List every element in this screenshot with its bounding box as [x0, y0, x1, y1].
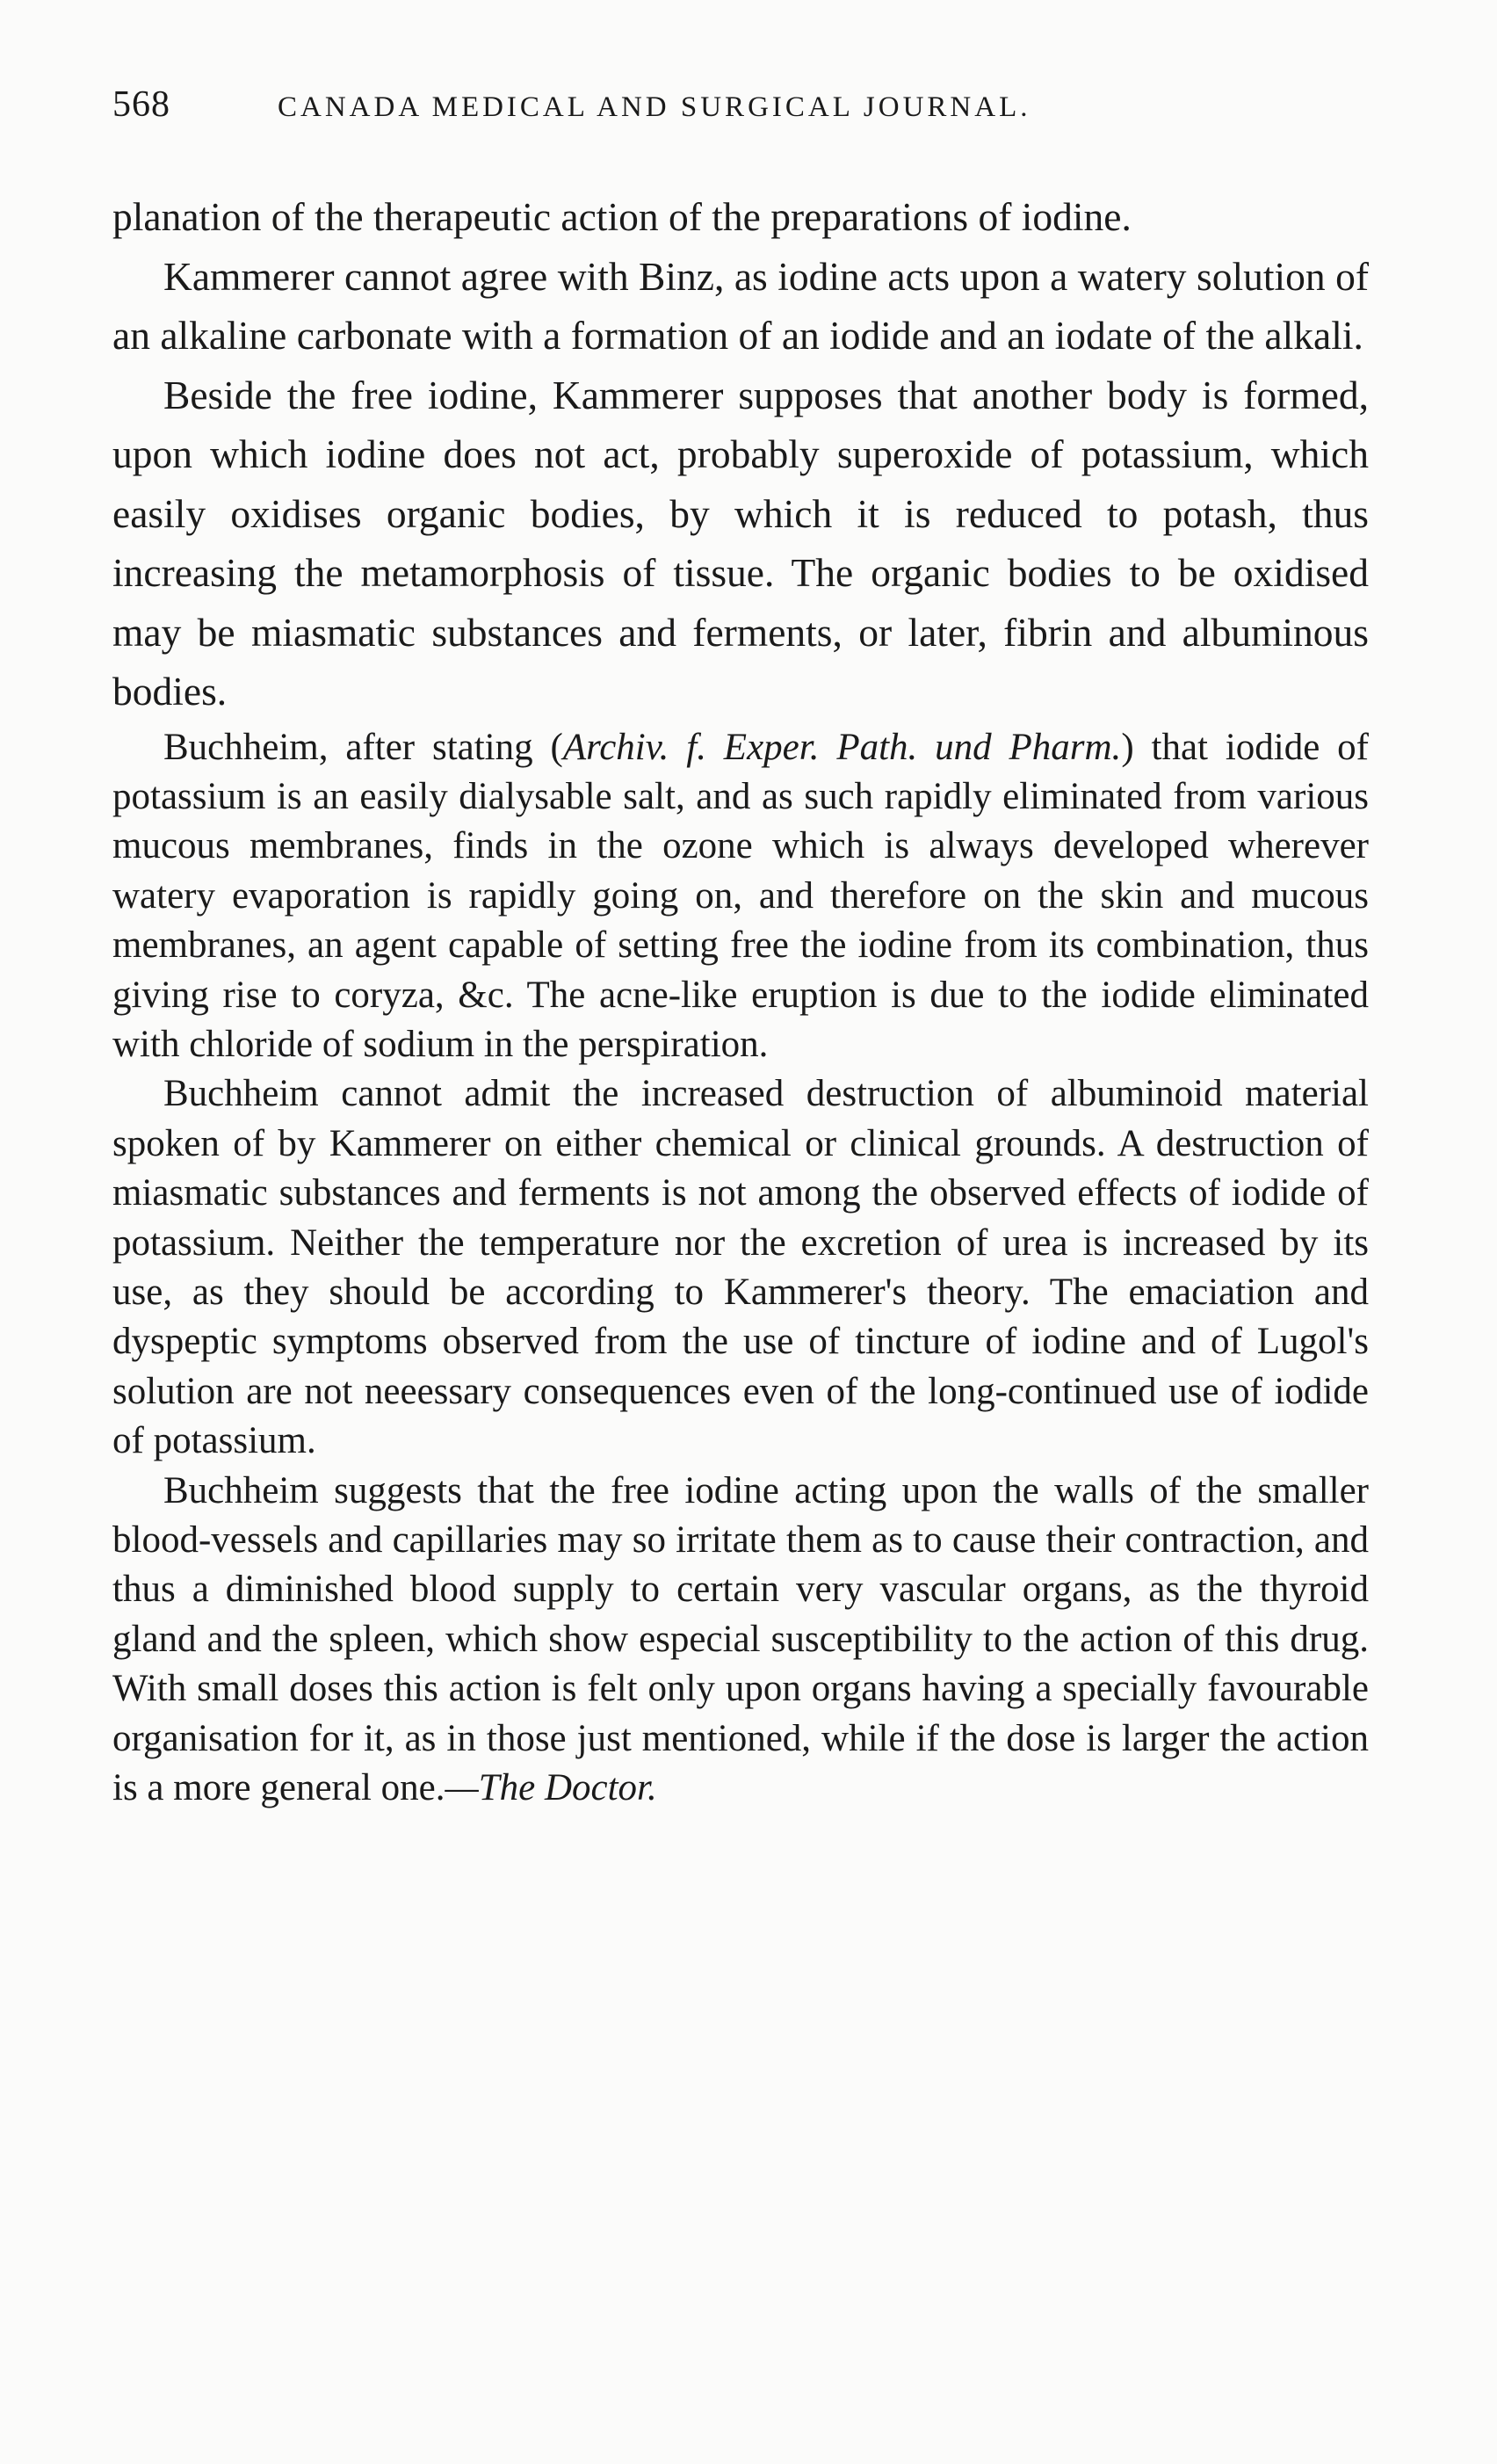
page-number: 568 — [112, 84, 170, 125]
paragraph-text: Kammerer cannot agree with Binz, as iodine acts upon a watery solution of an alkaline carbonate with a formation of an iodide and an iodate of the alkali. — [112, 253, 1369, 358]
paragraph-lead: Buchheim, after stating ( — [163, 726, 563, 768]
paragraph-buchheim-ozone — [112, 723, 1369, 1070]
journal-citation: Archiv. f. Exper. Path. und Pharm. — [562, 726, 1122, 768]
paragraph-buchheim-suggestion — [112, 1467, 1369, 1814]
paragraph-continuation — [112, 187, 1369, 247]
paragraph-text: Buchheim cannot admit the increased destruction of albuminoid material spoken of by Kammerer on either chemical or clinical grounds. A destruction of miasmatic substances and ferments is not among the observed effects of iodide of potassium. Neither the temperature nor the excretion of urea is increased by its use, as they should be according to Kammerer's theory. The emaciation and dyspeptic symptoms observed from the use of tincture of iodine and of Lugol's solution are not neeessary consequences even of the long-continued use of iodide of potassium. — [112, 1073, 1369, 1462]
paragraph-superoxide — [112, 366, 1369, 721]
paragraph-kammerer-binz — [112, 247, 1369, 366]
page-header — [112, 83, 1369, 136]
journal-page — [112, 83, 1369, 1813]
paragraph-buchheim-objection — [112, 1069, 1369, 1466]
paragraph-text: ) that iodide of potassium is an easily dialysable salt, and as such rapidly eliminated from various mucous membranes, finds in the ozone which is always developed wherever watery evaporation is rapidly going on, and therefore on the skin and mucous membranes, an agent capable of setting free the iodine from its combination, thus giving rise to coryza, &c. The acne-like eruption is due to the iodide eliminated with chloride of sodium in the perspiration. — [112, 726, 1369, 1065]
running-title: CANADA MEDICAL AND SURGICAL JOURNAL. — [278, 91, 1031, 123]
paragraph-text: Beside the free iodine, Kammerer supposes that another body is formed, upon which iodine does not act, probably superoxide of potassium, which easily oxidises organic bodies, by which it is reduced to potash, thus increasing the metamorphosis of tissue. The organic bodies to be oxidised may be miasmatic substances and ferments, or later, fibrin and albuminous bodies. — [112, 372, 1369, 714]
source-attribution: —The Doctor. — [445, 1767, 657, 1809]
article-body-large-type — [112, 187, 1369, 721]
article-body-small-type — [112, 723, 1369, 1814]
paragraph-text: Buchheim suggests that the free iodine acting upon the walls of the smaller blood-vessels and capillaries may so irritate them as to cause their contraction, and thus a diminished blood supply to certain very vascular organs, as the thyroid gland and the spleen, which show especial susceptibility to the action of this drug. With small doses this action is felt only upon organs having a specially favourable organisation for it, as in those just mentioned, while if the dose is larger the action is a more general one. — [112, 1469, 1369, 1809]
paragraph-text: planation of the therapeutic action of the preparations of iodine. — [112, 194, 1132, 239]
